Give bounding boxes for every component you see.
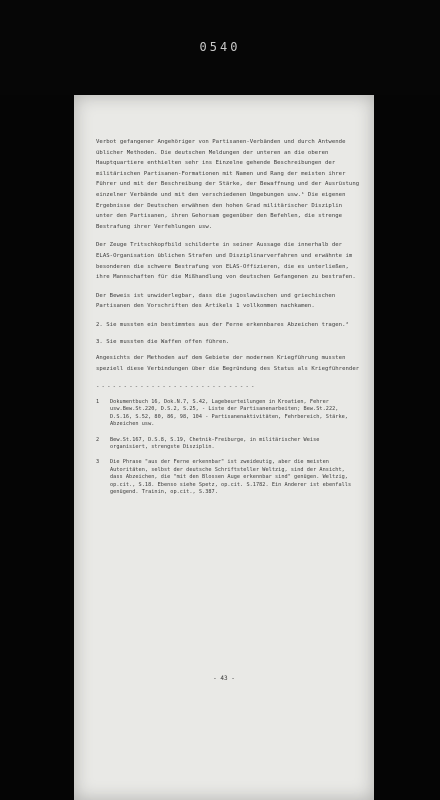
footnote-number: 2	[96, 436, 100, 443]
footnote-2	[96, 437, 360, 452]
footnote-separator: - - - - - - - - - - - - - - - - - - - - - - - - - - - - -	[96, 384, 254, 391]
enumerated-item-2: 2. Sie mussten ein bestimmtes aus der Ferne erkennbares Abzeichen tragen.²	[96, 321, 349, 328]
footnotes	[96, 399, 360, 496]
paragraph-3: Der Beweis ist unwiderlegbar, dass die jugoslawischen und griechischen Partisanen den Vorschriften des Artikels 1 vollkommen nachkamen.	[96, 292, 339, 310]
enumerated-item-3: 3. Sie mussten die Waffen offen führen.	[96, 338, 230, 345]
footnote-3	[96, 459, 360, 496]
footnote-1	[96, 399, 360, 429]
film-strip-top	[0, 0, 440, 95]
footnote-text: Die Phrase "aus der Ferne erkennbar" ist zweideutig, aber die meisten Autoritäten, selbst der deutsche Schriftsteller Weltzig, sind der Ansicht, dass Abzeichen, die "mit den Blossen Auge erkennbar sind" genügen. Weltzig, op.cit., S.18. Ebenso siehe Spetz, op.cit. S.1782. Ein Anderer ist ebenfalls genügend. Trainin, op.cit., S.387.	[110, 459, 355, 495]
page-number: - 43 -	[213, 675, 235, 682]
footnote-text: Bew.St.167, D.S.8, S.19, Chetnik-Freiburge, in militärischer Weise organisiert, strengste Disziplin.	[110, 436, 323, 450]
footnote-number: 3	[96, 459, 100, 466]
paragraph-1: Verbot gefangener Angehöriger von Partisanen-Verbänden und durch Antwende üblicher Methoden. Die deutschen Meldungen der unteren an die oberen Hauptquartiere enthielten sehr ins Einzelne gehende Beschreibungen der militärischen Partisanen-Formationen mit Namen und Rang der meisten ihrer Führer und mit der Beschreibung der Stärke, der Bewaffnung und der Ausrüstung einzelner Verbände und mit den verschiedenen Umgebungen usw.¹ Die eigenen Ergebnisse der Deutschen erwähnen den hohen Grad militärischer Disziplin unter den Partisanen, ihren Gehorsam gegenüber den Befehlen, die strenge Bestrafung ihrer Verfehlungen usw.	[96, 139, 363, 230]
paragraph-2: Der Zeuge Tritschkopfbild schilderte in seiner Aussage die innerhalb der ELAS-Organisation üblichen Strafen und Disziplinarverfahren und erwähnte im besonderen die schwere Bestrafung von ELAS-Offizieren, die es unterließen, ihre Mannschaften für die Mißhandlung von deutschen Gefangenen zu bestrafen.	[96, 242, 356, 281]
document-page	[74, 95, 374, 800]
page-body	[96, 137, 363, 504]
footnote-number: 1	[96, 398, 100, 405]
footnote-text: Dokumentbuch 16, Dok.N.7, S.42, Lagebeurteilungen in Kroatien, Fehrer usw.Bew.St.220, D.S.2, S.25, - Liste der Partisanenarbeiten; Bew.St.222, D.S.16, S.52, 80, 86, 98, 104 - Partisanenaktivitäten, Fehrbereich, Stärke, Abzeichen usw.	[110, 398, 352, 428]
closing-paragraph: Angesichts der Methoden auf dem Gebiete der modernen Kriegführung mussten speziell diese Verbindungen über die Begründung des Status als Kriegführender	[96, 355, 360, 372]
film-frame-number: 0540	[199, 40, 241, 54]
